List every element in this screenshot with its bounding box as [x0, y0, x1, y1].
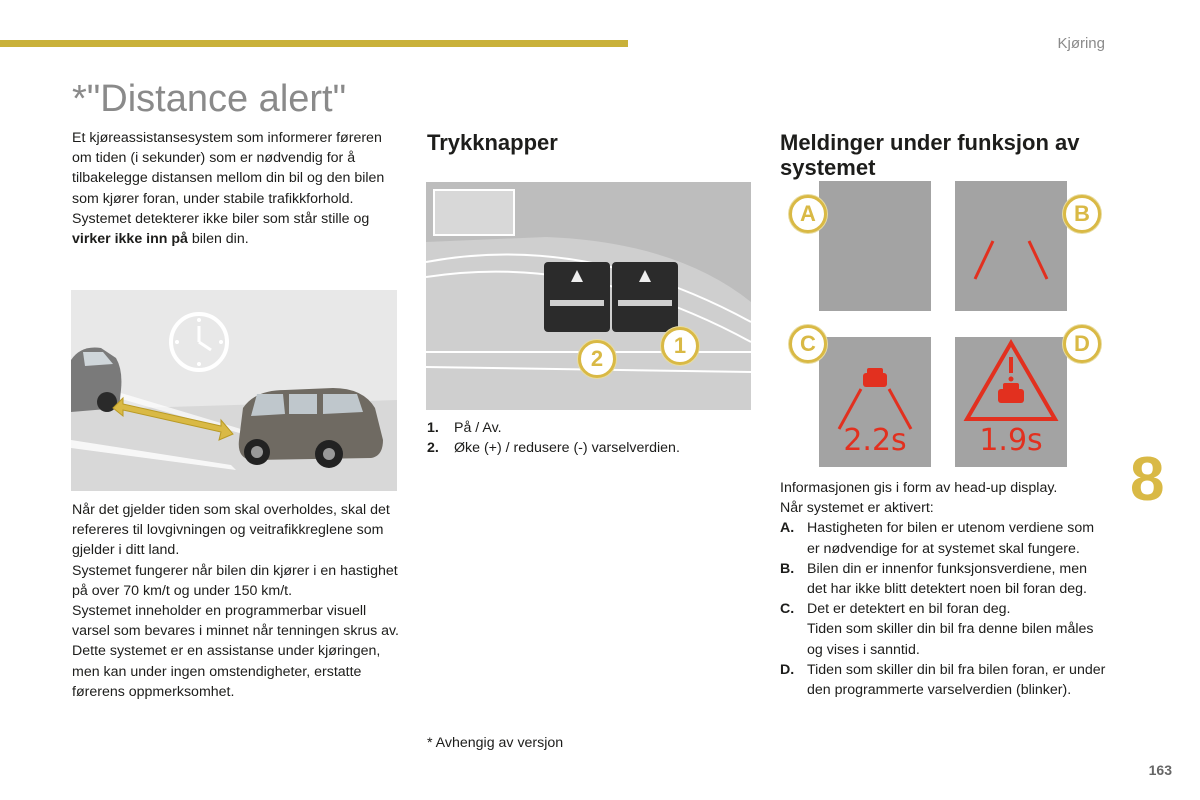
page-title: *"Distance alert" [72, 78, 347, 120]
body-paragraph-4: Dette systemet er en assistanse under kjøringen, men kan under ingen omstendigheter, erstatte førerens oppmerksomhet. [72, 643, 381, 700]
section-name: Kjøring [1057, 35, 1105, 52]
intro-paragraph-2 [72, 209, 402, 249]
label-b: B [1063, 195, 1101, 233]
messages-intro-2: Når systemet er aktivert: [780, 500, 934, 517]
buttons-heading: Trykknapper [427, 130, 558, 155]
body-paragraph-1: Når det gjelder tiden som skal overholdes, skal det refereres til lovgivningen og veitrafikkreglene som gjelder i ditt land. [72, 502, 390, 559]
label-a: A [789, 195, 827, 233]
time-gap-reading: 2.2s [843, 423, 907, 458]
lane-lines-icon [955, 181, 1067, 311]
list-item [780, 559, 1110, 599]
list-item [780, 518, 1110, 558]
item-letter: B. [780, 560, 795, 577]
intro-paragraph-1: Et kjøreassistansesystem som informerer føreren om tiden (i sekunder) som er nødvendig for å tilbakelegge distansen mellom din bil og den bilen som kjører foran, under stabile trafikkforhold. [72, 130, 385, 207]
intro-text-b: bilen din. [187, 231, 249, 248]
item-text: Det er detektert en bil foran deg. Tiden som skiller din bil fra denne bilen måles og vises i sanntid. [807, 601, 1094, 658]
intro-text [72, 128, 402, 249]
footnote: * Avhengig av versjon [427, 735, 564, 751]
buttons-list [427, 418, 757, 458]
item-letter: D. [780, 661, 795, 678]
item-text: På / Av. [454, 420, 502, 436]
body-paragraph-2: Systemet fungerer når bilen din kjører i en hastighet på over 70 km/t og under 150 km/t. [72, 562, 398, 599]
body-text [72, 500, 402, 702]
time-gap-reading: 1.9s [979, 423, 1043, 458]
list-item [780, 599, 1110, 660]
list-item [427, 418, 757, 438]
panel-c [819, 337, 931, 467]
body-paragraph-3: Systemet inneholder en programmerbar visuell varsel som bevares i minnet når tenningen skrus av. [72, 603, 399, 640]
intro-text-bold: virker ikke inn på [72, 231, 188, 248]
callout-1: 1 [661, 327, 699, 365]
label-d: D [1063, 325, 1101, 363]
car-behind-icon [71, 348, 121, 413]
dashboard-buttons-illustration [426, 182, 751, 410]
distance-illustration [71, 290, 397, 491]
item-text: Hastigheten for bilen er utenom verdiene som er nødvendige for at systemet skal fungere. [807, 520, 1095, 557]
intro-text-a: Systemet detekterer ikke biler som står stille og [72, 210, 370, 227]
panel-b [955, 181, 1067, 311]
page-number: 163 [1148, 762, 1172, 778]
messages-heading: Meldinger under funksjon av systemet [780, 130, 1080, 180]
panel-a [819, 181, 931, 311]
header-accent-bar [0, 40, 628, 47]
callout-2: 2 [578, 340, 616, 378]
messages-text [780, 478, 1110, 700]
item-text: Øke (+) / redusere (-) varselverdien. [454, 440, 680, 457]
item-letter: C. [780, 601, 795, 618]
chapter-number: 8 [1130, 445, 1165, 514]
item-text: Tiden som skiller din bil fra bilen foran, er under den programmerte varselverdien (blinker). [807, 661, 1106, 699]
panel-d [955, 337, 1067, 467]
list-item [427, 438, 757, 458]
list-item [780, 660, 1110, 700]
button-2-illustration [544, 262, 610, 332]
item-letter: A. [780, 520, 795, 537]
item-number: 2. [427, 440, 439, 457]
button-1-illustration [612, 262, 678, 332]
item-number: 1. [427, 420, 439, 436]
car-ahead-icon [239, 388, 383, 468]
item-text: Bilen din er innenfor funksjonsverdiene, men det har ikke blitt detektert noen bil foran deg. [807, 560, 1087, 598]
label-c: C [789, 325, 827, 363]
messages-intro-1: Informasjonen gis i form av head-up display. [780, 480, 1058, 496]
